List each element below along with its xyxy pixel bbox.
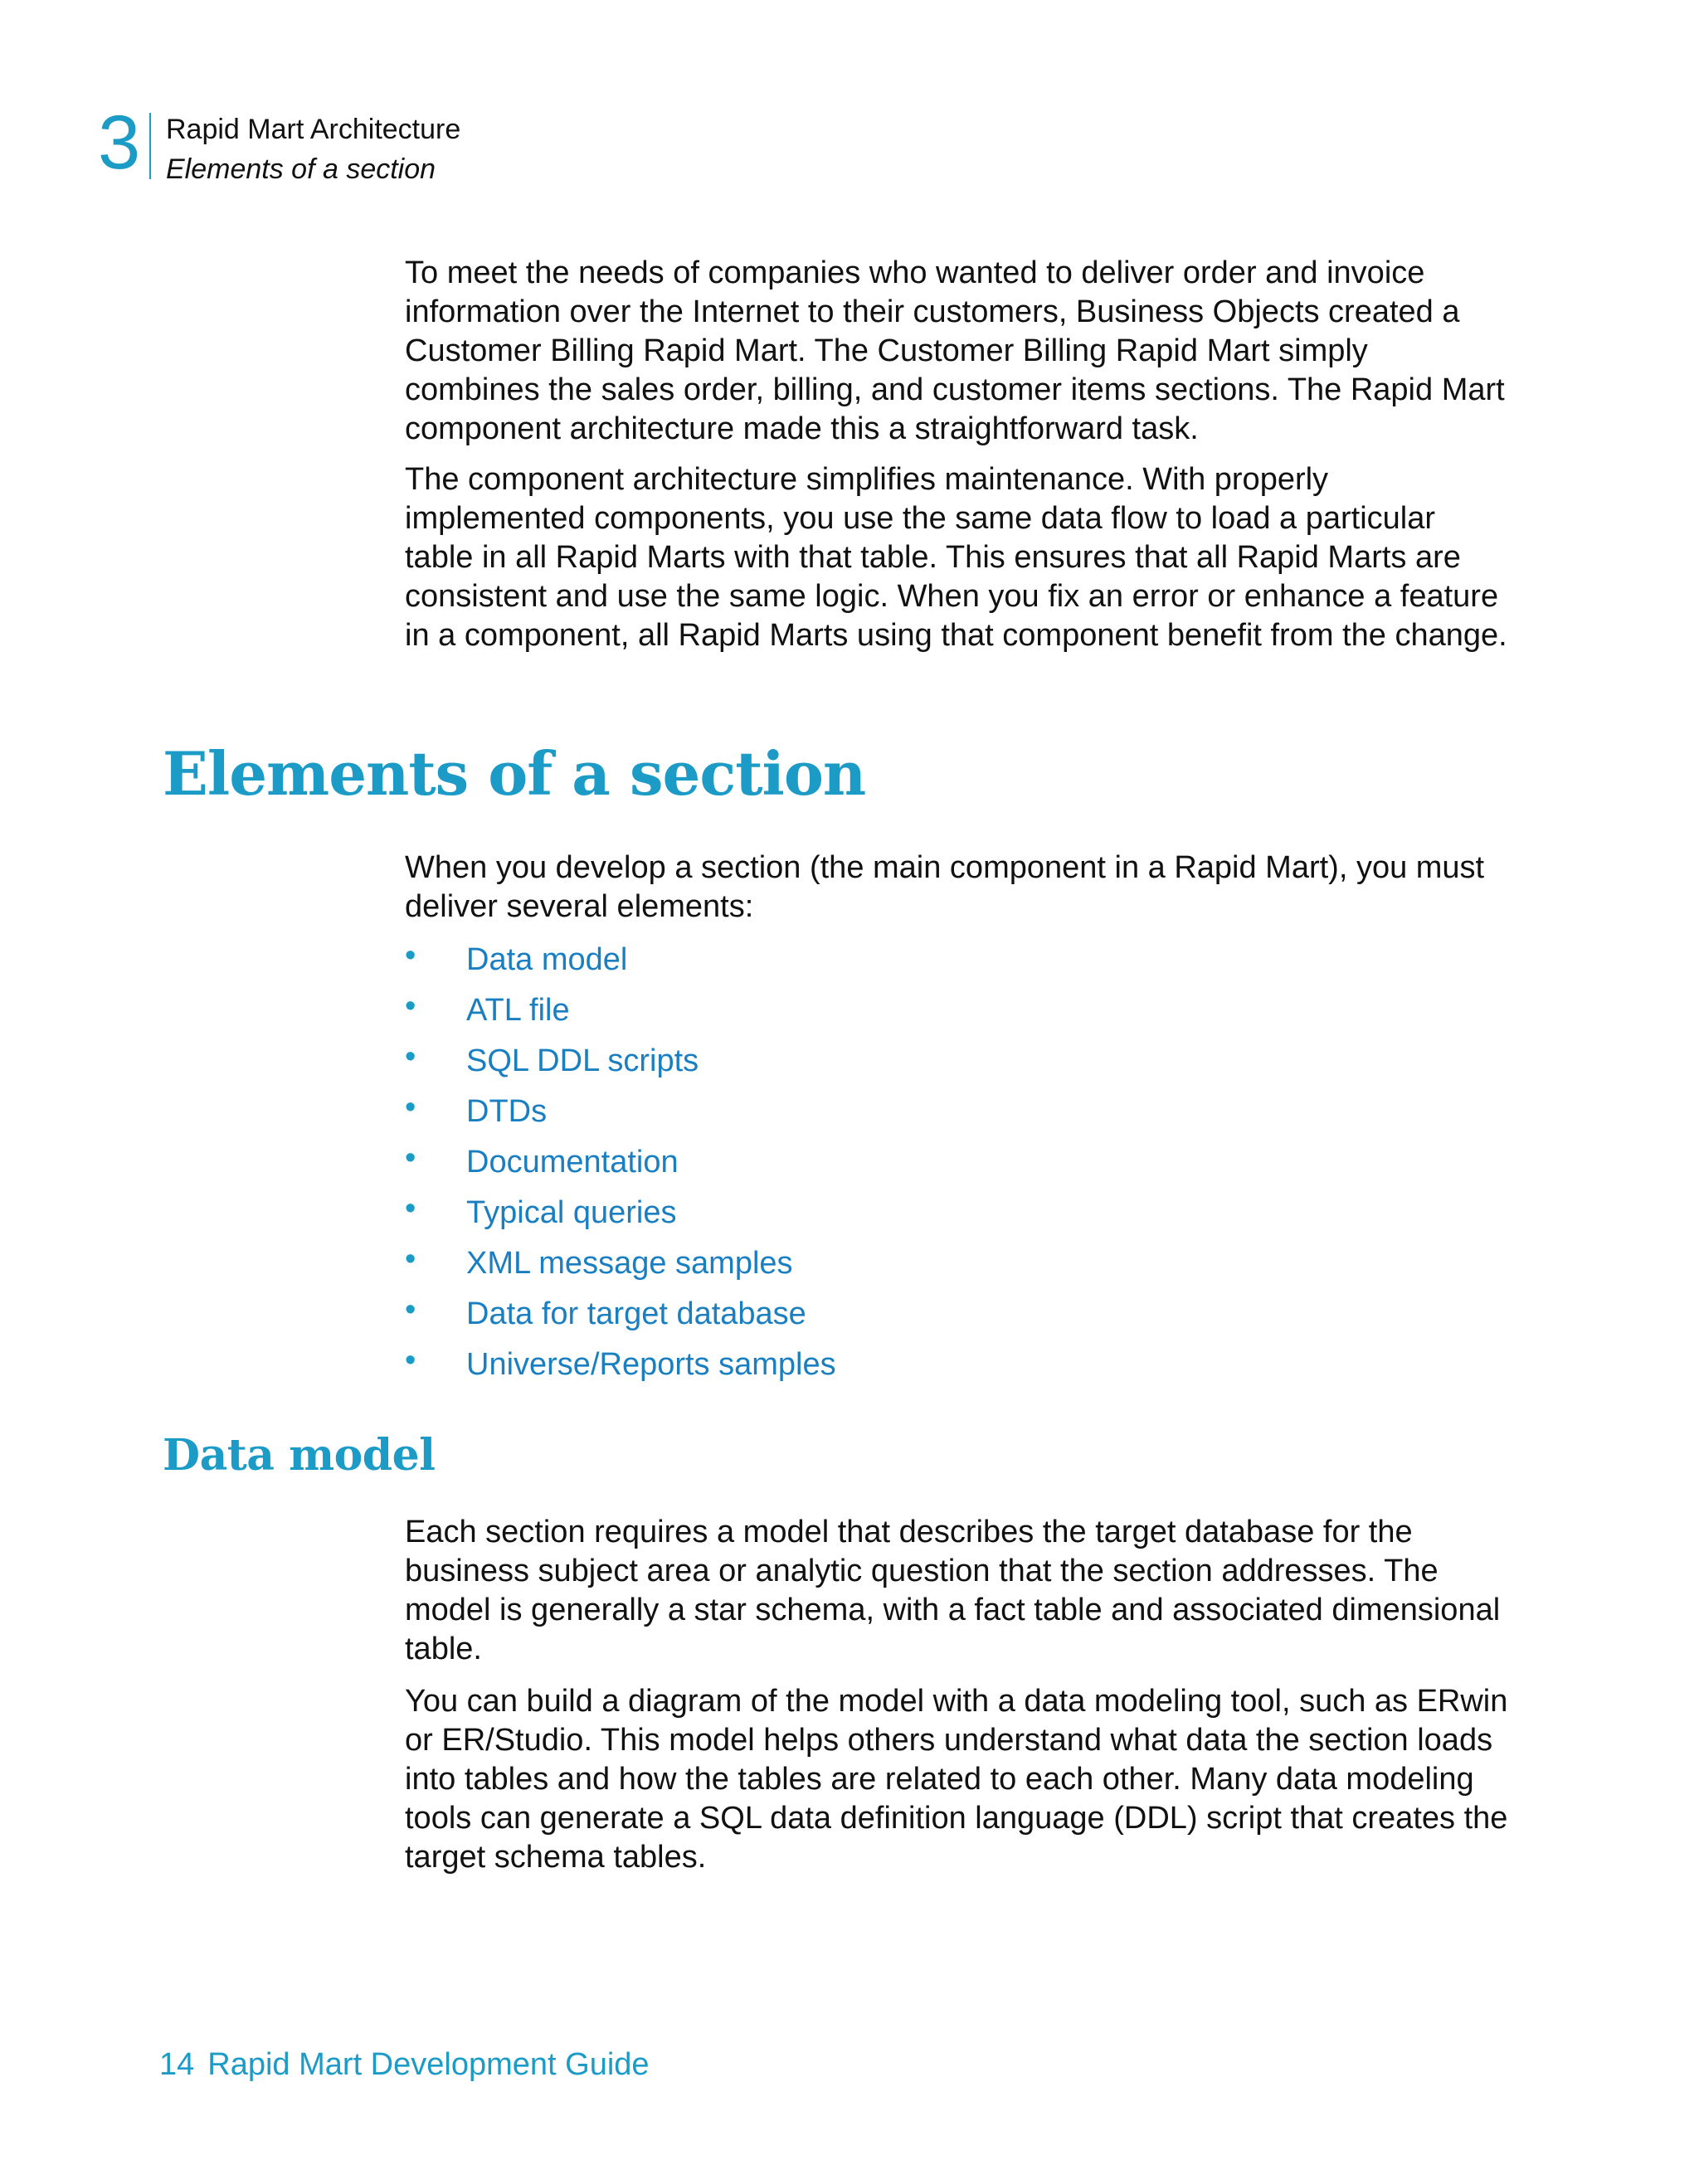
list-item	[405, 985, 1508, 1036]
page-number: 14	[159, 2047, 195, 2082]
sql-ddl-scripts-link[interactable]: SQL DDL scripts	[466, 1043, 699, 1078]
page-footer	[159, 2044, 650, 2085]
list-item	[405, 1289, 1508, 1340]
list-item	[405, 1188, 1508, 1238]
list-item	[405, 1087, 1508, 1137]
data-model-paragraph-1: Each section requires a model that describes the target database for the business subject area or analytic question that the section addresses. The model is generally a star schema, with a fact table and associated dimensional table.	[405, 1515, 1501, 1666]
atl-file-link[interactable]: ATL file	[466, 993, 570, 1028]
chapter-number: 3	[98, 100, 141, 185]
bullet-icon: •	[405, 938, 416, 973]
data-model-heading: Data model	[163, 1430, 436, 1481]
documentation-link[interactable]: Documentation	[466, 1145, 679, 1180]
elements-list	[405, 935, 1508, 1390]
list-item	[405, 1137, 1508, 1188]
list-item	[405, 1036, 1508, 1087]
header-section-title: Elements of a section	[166, 153, 436, 185]
universe-reports-samples-link[interactable]: Universe/Reports samples	[466, 1347, 836, 1382]
xml-message-samples-link[interactable]: XML message samples	[466, 1246, 793, 1281]
bullet-icon: •	[405, 1292, 416, 1327]
data-for-target-database-link[interactable]: Data for target database	[466, 1296, 806, 1331]
bullet-icon: •	[405, 1039, 416, 1074]
elements-section-heading: Elements of a section	[163, 738, 866, 809]
intro-text	[405, 254, 1508, 655]
list-item	[405, 1238, 1508, 1289]
bullet-icon: •	[405, 1343, 416, 1378]
bullet-icon: •	[405, 1090, 416, 1125]
elements-intro-paragraph: When you develop a section (the main component in a Rapid Mart), you must deliver several elements:	[405, 850, 1485, 924]
header-divider	[149, 113, 151, 179]
elements-section-body	[405, 849, 1508, 1390]
typical-queries-link[interactable]: Typical queries	[466, 1195, 677, 1230]
bullet-icon: •	[405, 1191, 416, 1226]
data-model-body	[405, 1513, 1508, 1877]
header-chapter-title: Rapid Mart Architecture	[166, 114, 461, 145]
guide-title: Rapid Mart Development Guide	[207, 2047, 650, 2082]
bullet-icon: •	[405, 1141, 416, 1175]
list-item	[405, 935, 1508, 985]
list-item	[405, 1340, 1508, 1390]
dtds-link[interactable]: DTDs	[466, 1094, 548, 1129]
intro-paragraph-1: To meet the needs of companies who wanted to deliver order and invoice information over the Internet to their customers, Business Objects created a Customer Billing Rapid Mart. The Customer Billing Rapid Mart simply combines the sales order, billing, and customer items sections. The Rapid Mart component architecture made this a straightforward task.	[405, 255, 1505, 446]
data-model-link[interactable]: Data model	[466, 942, 628, 977]
intro-paragraph-2: The component architecture simplifies maintenance. With properly implemented components, you use the same data flow to load a particular table in all Rapid Marts with that table. This ensures that all Rapid Marts are consistent and use the same logic. When you fix an error or enhance a feature in a component, all Rapid Marts using that component benefit from the change.	[405, 462, 1507, 653]
bullet-icon: •	[405, 1242, 416, 1277]
data-model-paragraph-2: You can build a diagram of the model with a data modeling tool, such as ERwin or ER/Studio. This model helps others understand what data the section loads into tables and how the tables are related to each other. Many data modeling tools can generate a SQL data definition language (DDL) script that creates the target schema tables.	[405, 1684, 1508, 1875]
bullet-icon: •	[405, 989, 416, 1024]
